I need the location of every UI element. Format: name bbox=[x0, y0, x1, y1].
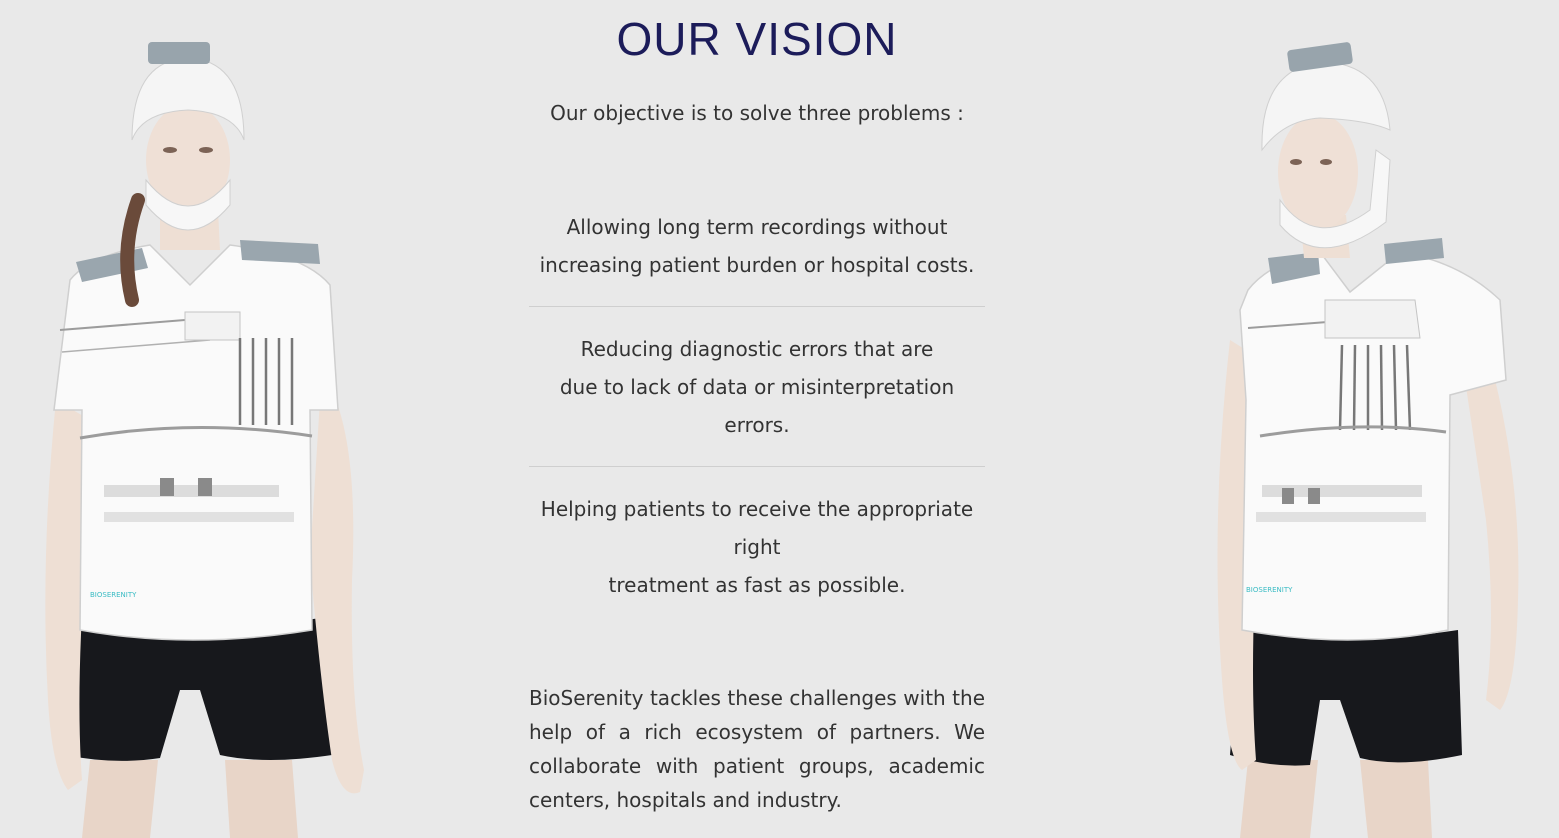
closing-paragraph: BioSerenity tackles these challenges with the help of a rich ecosystem of partners. We collaborate with patient groups, academic centers, hospitals and industry. bbox=[529, 686, 985, 812]
problem-3-line-3: treatment as fast as possible. bbox=[608, 573, 906, 597]
problem-3-line-1: Helping patients to receive the appropriate bbox=[540, 497, 974, 521]
problem-1-line-2: increasing patient burden or hospital costs. bbox=[539, 253, 975, 277]
right-shirt-logo: BIOSERENITY bbox=[1246, 586, 1293, 594]
left-shirt-logo: BIOSERENITY bbox=[90, 591, 137, 599]
problem-1 bbox=[529, 208, 985, 284]
problem-3-line-2: right bbox=[733, 535, 781, 559]
section-title: OUR VISION bbox=[616, 13, 898, 65]
right-model-image bbox=[1200, 0, 1540, 838]
problem-2 bbox=[529, 330, 985, 444]
intro-text: Our objective is to solve three problems : bbox=[550, 101, 964, 125]
problem-3 bbox=[529, 490, 985, 604]
problem-1-line-1: Allowing long term recordings without bbox=[566, 215, 948, 239]
divider bbox=[529, 466, 985, 467]
problem-2-line-1: Reducing diagnostic errors that are bbox=[580, 337, 934, 361]
divider bbox=[529, 306, 985, 307]
problem-2-line-3: errors. bbox=[724, 413, 790, 437]
problem-2-line-2: due to lack of data or misinterpretation bbox=[559, 375, 955, 399]
left-model-image bbox=[20, 0, 380, 838]
